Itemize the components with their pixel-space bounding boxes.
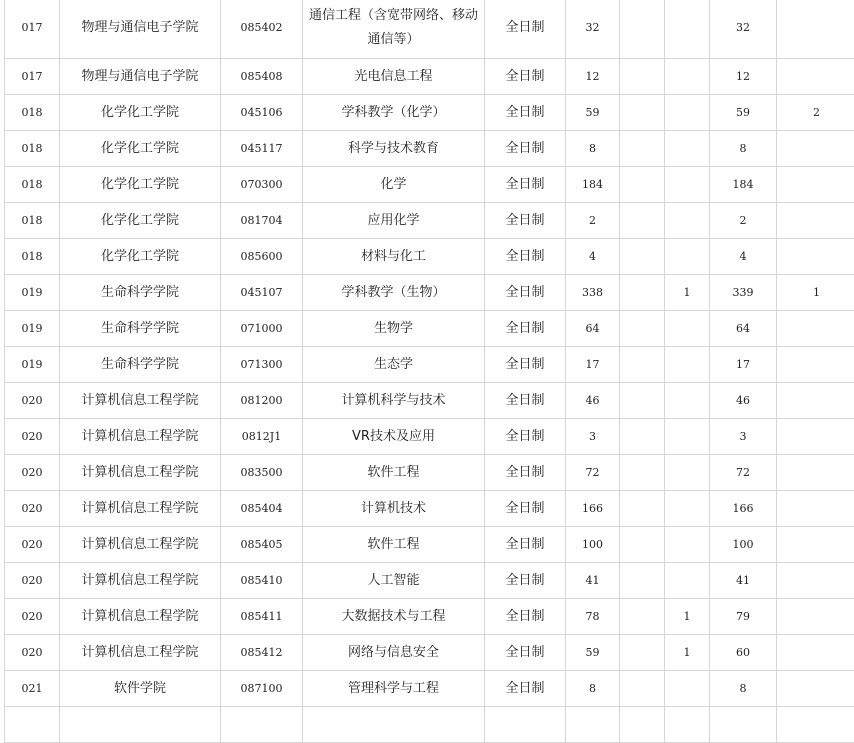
college-name-cell: 计算机信息工程学院 (60, 635, 221, 671)
table-row (5, 347, 854, 383)
major-code-cell: 081704 (221, 203, 303, 239)
total-cell: 166 (710, 491, 777, 527)
count-cell-2 (620, 275, 665, 311)
count-cell-2 (620, 707, 665, 743)
study-mode-cell: 全日制 (485, 599, 566, 635)
extra-cell (777, 635, 854, 671)
count-cell-3 (665, 563, 710, 599)
count-cell-3 (665, 671, 710, 707)
count-cell-2 (620, 527, 665, 563)
table-row (5, 635, 854, 671)
study-mode-cell (485, 707, 566, 743)
college-name-cell: 计算机信息工程学院 (60, 599, 221, 635)
extra-cell (777, 455, 854, 491)
college-code-cell: 021 (5, 671, 60, 707)
extra-cell (777, 491, 854, 527)
total-cell: 59 (710, 95, 777, 131)
count-cell-2 (620, 347, 665, 383)
major-code-cell (221, 707, 303, 743)
college-name-cell: 化学化工学院 (60, 167, 221, 203)
count-cell-3 (665, 239, 710, 275)
count-cell-3 (665, 95, 710, 131)
count-cell-2 (620, 491, 665, 527)
count-cell-1: 64 (566, 311, 620, 347)
college-code-cell: 018 (5, 167, 60, 203)
total-cell: 4 (710, 239, 777, 275)
table-row (5, 275, 854, 311)
extra-cell (777, 0, 854, 59)
college-code-cell: 018 (5, 95, 60, 131)
major-code-cell: 085405 (221, 527, 303, 563)
major-name-cell: 软件工程 (303, 455, 485, 491)
study-mode-cell: 全日制 (485, 491, 566, 527)
major-code-cell: 045117 (221, 131, 303, 167)
table-row (5, 239, 854, 275)
major-name-cell: 光电信息工程 (303, 59, 485, 95)
table-row (5, 599, 854, 635)
table-row (5, 527, 854, 563)
count-cell-3 (665, 167, 710, 203)
total-cell: 100 (710, 527, 777, 563)
extra-cell (777, 347, 854, 383)
table-row (5, 563, 854, 599)
college-name-cell: 计算机信息工程学院 (60, 527, 221, 563)
table-body (5, 0, 854, 743)
count-cell-2 (620, 239, 665, 275)
major-name-cell: 软件工程 (303, 527, 485, 563)
total-cell: 72 (710, 455, 777, 491)
study-mode-cell: 全日制 (485, 203, 566, 239)
college-code-cell: 019 (5, 311, 60, 347)
study-mode-cell: 全日制 (485, 131, 566, 167)
extra-cell (777, 671, 854, 707)
total-cell: 64 (710, 311, 777, 347)
college-code-cell: 019 (5, 347, 60, 383)
major-code-cell: 085410 (221, 563, 303, 599)
major-name-cell: 管理科学与工程 (303, 671, 485, 707)
major-name-cell: 化学 (303, 167, 485, 203)
college-name-cell: 生命科学学院 (60, 347, 221, 383)
count-cell-1: 59 (566, 95, 620, 131)
study-mode-cell: 全日制 (485, 347, 566, 383)
count-cell-2 (620, 167, 665, 203)
count-cell-2 (620, 671, 665, 707)
table-row (5, 59, 854, 95)
count-cell-1: 8 (566, 131, 620, 167)
table-row (5, 383, 854, 419)
count-cell-2 (620, 419, 665, 455)
count-cell-1: 2 (566, 203, 620, 239)
major-name-cell (303, 707, 485, 743)
major-name-cell: 通信工程（含宽带网络、移动通信等） (303, 0, 485, 59)
count-cell-1: 8 (566, 671, 620, 707)
table-row (5, 491, 854, 527)
major-code-cell: 085600 (221, 239, 303, 275)
major-code-cell: 085408 (221, 59, 303, 95)
count-cell-3 (665, 311, 710, 347)
total-cell: 17 (710, 347, 777, 383)
count-cell-1: 46 (566, 383, 620, 419)
total-cell: 12 (710, 59, 777, 95)
count-cell-1: 32 (566, 0, 620, 59)
major-code-cell: 087100 (221, 671, 303, 707)
table-row (5, 95, 854, 131)
major-name-cell: 学科教学（化学） (303, 95, 485, 131)
count-cell-1 (566, 707, 620, 743)
count-cell-2 (620, 203, 665, 239)
count-cell-2 (620, 311, 665, 347)
extra-cell (777, 59, 854, 95)
count-cell-2 (620, 383, 665, 419)
total-cell: 79 (710, 599, 777, 635)
total-cell: 46 (710, 383, 777, 419)
college-name-cell: 软件学院 (60, 671, 221, 707)
total-cell (710, 707, 777, 743)
college-name-cell: 化学化工学院 (60, 131, 221, 167)
major-name-cell: 应用化学 (303, 203, 485, 239)
extra-cell (777, 563, 854, 599)
major-code-cell: 045107 (221, 275, 303, 311)
major-code-cell: 070300 (221, 167, 303, 203)
college-name-cell: 生命科学学院 (60, 275, 221, 311)
college-name-cell: 计算机信息工程学院 (60, 455, 221, 491)
table-row (5, 311, 854, 347)
table-row (5, 131, 854, 167)
count-cell-2 (620, 635, 665, 671)
count-cell-3 (665, 707, 710, 743)
study-mode-cell: 全日制 (485, 275, 566, 311)
table-row (5, 0, 854, 59)
major-name-cell: VR技术及应用 (303, 419, 485, 455)
total-cell: 8 (710, 131, 777, 167)
extra-cell: 2 (777, 95, 854, 131)
extra-cell (777, 311, 854, 347)
college-name-cell: 化学化工学院 (60, 95, 221, 131)
major-code-cell: 085411 (221, 599, 303, 635)
count-cell-3: 1 (665, 599, 710, 635)
college-code-cell (5, 707, 60, 743)
table-row (5, 419, 854, 455)
count-cell-1: 41 (566, 563, 620, 599)
total-cell: 32 (710, 0, 777, 59)
college-code-cell: 017 (5, 0, 60, 59)
count-cell-1: 166 (566, 491, 620, 527)
major-name-cell: 网络与信息安全 (303, 635, 485, 671)
extra-cell (777, 527, 854, 563)
college-code-cell: 019 (5, 275, 60, 311)
major-code-cell: 0812J1 (221, 419, 303, 455)
college-name-cell (60, 707, 221, 743)
study-mode-cell: 全日制 (485, 563, 566, 599)
major-name-cell: 科学与技术教育 (303, 131, 485, 167)
count-cell-1: 4 (566, 239, 620, 275)
extra-cell (777, 131, 854, 167)
extra-cell (777, 383, 854, 419)
major-name-cell: 生物学 (303, 311, 485, 347)
count-cell-2 (620, 131, 665, 167)
study-mode-cell: 全日制 (485, 95, 566, 131)
major-code-cell: 083500 (221, 455, 303, 491)
major-code-cell: 085404 (221, 491, 303, 527)
major-name-cell: 生态学 (303, 347, 485, 383)
count-cell-2 (620, 95, 665, 131)
count-cell-3 (665, 491, 710, 527)
count-cell-3 (665, 203, 710, 239)
total-cell: 339 (710, 275, 777, 311)
total-cell: 41 (710, 563, 777, 599)
college-code-cell: 020 (5, 563, 60, 599)
college-code-cell: 020 (5, 383, 60, 419)
college-code-cell: 020 (5, 455, 60, 491)
extra-cell (777, 167, 854, 203)
count-cell-1: 3 (566, 419, 620, 455)
study-mode-cell: 全日制 (485, 239, 566, 275)
count-cell-3: 1 (665, 635, 710, 671)
count-cell-2 (620, 599, 665, 635)
count-cell-3 (665, 455, 710, 491)
major-code-cell: 085412 (221, 635, 303, 671)
extra-cell (777, 203, 854, 239)
study-mode-cell: 全日制 (485, 311, 566, 347)
count-cell-1: 72 (566, 455, 620, 491)
extra-cell (777, 707, 854, 743)
extra-cell: 1 (777, 275, 854, 311)
count-cell-3 (665, 419, 710, 455)
study-mode-cell: 全日制 (485, 383, 566, 419)
major-name-cell: 大数据技术与工程 (303, 599, 485, 635)
count-cell-1: 184 (566, 167, 620, 203)
college-name-cell: 生命科学学院 (60, 311, 221, 347)
college-name-cell: 计算机信息工程学院 (60, 563, 221, 599)
total-cell: 60 (710, 635, 777, 671)
study-mode-cell: 全日制 (485, 0, 566, 59)
college-name-cell: 计算机信息工程学院 (60, 491, 221, 527)
count-cell-1: 17 (566, 347, 620, 383)
count-cell-1: 338 (566, 275, 620, 311)
table-row (5, 707, 854, 743)
count-cell-3: 1 (665, 275, 710, 311)
extra-cell (777, 599, 854, 635)
college-code-cell: 020 (5, 599, 60, 635)
extra-cell (777, 239, 854, 275)
count-cell-2 (620, 455, 665, 491)
major-name-cell: 计算机技术 (303, 491, 485, 527)
college-code-cell: 018 (5, 203, 60, 239)
count-cell-3 (665, 527, 710, 563)
admissions-table (4, 0, 854, 743)
college-code-cell: 020 (5, 491, 60, 527)
college-code-cell: 017 (5, 59, 60, 95)
count-cell-1: 12 (566, 59, 620, 95)
major-name-cell: 材料与化工 (303, 239, 485, 275)
college-name-cell: 化学化工学院 (60, 203, 221, 239)
table-row (5, 203, 854, 239)
count-cell-3 (665, 0, 710, 59)
college-code-cell: 018 (5, 239, 60, 275)
count-cell-2 (620, 563, 665, 599)
college-name-cell: 物理与通信电子学院 (60, 59, 221, 95)
major-code-cell: 085402 (221, 0, 303, 59)
study-mode-cell: 全日制 (485, 59, 566, 95)
count-cell-3 (665, 347, 710, 383)
total-cell: 2 (710, 203, 777, 239)
count-cell-3 (665, 383, 710, 419)
count-cell-1: 59 (566, 635, 620, 671)
table-row (5, 167, 854, 203)
total-cell: 184 (710, 167, 777, 203)
major-code-cell: 045106 (221, 95, 303, 131)
college-code-cell: 018 (5, 131, 60, 167)
study-mode-cell: 全日制 (485, 455, 566, 491)
major-code-cell: 081200 (221, 383, 303, 419)
study-mode-cell: 全日制 (485, 527, 566, 563)
college-name-cell: 物理与通信电子学院 (60, 0, 221, 59)
extra-cell (777, 419, 854, 455)
college-name-cell: 计算机信息工程学院 (60, 383, 221, 419)
college-code-cell: 020 (5, 419, 60, 455)
major-code-cell: 071300 (221, 347, 303, 383)
total-cell: 3 (710, 419, 777, 455)
count-cell-1: 78 (566, 599, 620, 635)
table-row (5, 671, 854, 707)
major-name-cell: 学科教学（生物） (303, 275, 485, 311)
major-code-cell: 071000 (221, 311, 303, 347)
college-name-cell: 计算机信息工程学院 (60, 419, 221, 455)
study-mode-cell: 全日制 (485, 635, 566, 671)
college-name-cell: 化学化工学院 (60, 239, 221, 275)
count-cell-3 (665, 59, 710, 95)
study-mode-cell: 全日制 (485, 167, 566, 203)
study-mode-cell: 全日制 (485, 419, 566, 455)
table-row (5, 455, 854, 491)
count-cell-2 (620, 59, 665, 95)
college-code-cell: 020 (5, 635, 60, 671)
college-code-cell: 020 (5, 527, 60, 563)
major-name-cell: 计算机科学与技术 (303, 383, 485, 419)
count-cell-1: 100 (566, 527, 620, 563)
study-mode-cell: 全日制 (485, 671, 566, 707)
count-cell-2 (620, 0, 665, 59)
major-name-cell: 人工智能 (303, 563, 485, 599)
total-cell: 8 (710, 671, 777, 707)
count-cell-3 (665, 131, 710, 167)
